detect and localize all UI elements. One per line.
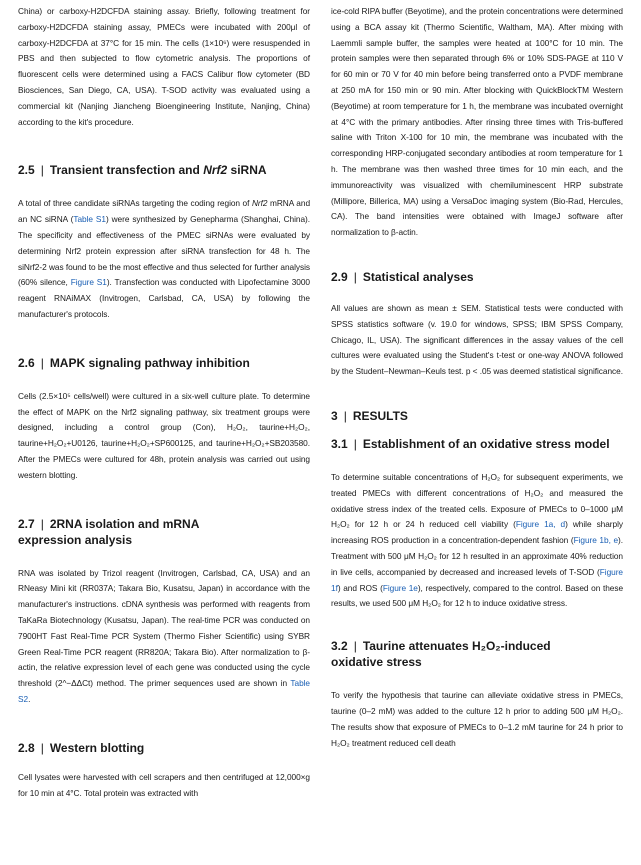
paragraph-protein-extraction: ice-cold RIPA buffer (Beyotime), and the protein concentrations were determined using a BCA assay kit (Thermo Scientific, Waltham, MA). After mixing with Laemmli sample buffer, the samples were heated at 100°C for 10 min. The protein samples were then separated through 6% or 10% SDS-PAGE at 110 V for 60 min or 70 V for 40 min before being transferred onto a PVDF membrane at 250 mA for 150 min or 90 min. After blocking with QuickBlockTM Western (Beyotime) at room temperature for 1 h, the membrane was incubated overnight at 4°C with the primary antibodies. After rinsing three times with Tris-buffered saline with Triton X-100 for 10 min, the membrane was incubated with the corresponding HRP-conjugated secondary antibodies at room temperature for 1 h. The membrane was then washed three times for 10 min each, and the immunoreactivity was visualized with chemiluminescent HRP substrate (Millipore, Billerica, MA) using a VersaDoc imaging system (Bio-Rad, Hercules, CA). The band intensities were obtained with ImageJ software after normalization to β-actin. (331, 6, 623, 238)
figure-s1-link[interactable]: Figure S1 (70, 277, 107, 288)
paragraph-assay-method: China) or carboxy-H2DCFDA staining assay. Briefly, following treatment for carboxy-H2DCFDA staining assay, PMECs were incubated with 200μl of carboxy-H2DCFDA at 37°C for 15 min. The cells (1×10⁶) were resuspended in PBS and then subjected to flow cytometric analysis. The proportions of fluorescent cells were determined using a FACS Calibur flow cytometer (BD Biosciences, San Diego, CA, USA). T-SOD activity was evaluated using a commercial kit (Nanjing Jiancheng Bioengineering Institute, Nanjing, China) according to the kit's procedure. (18, 6, 310, 127)
section-heading-3-2: 3.2 | Taurine attenuates H₂O₂-induced oxidative stress (331, 639, 551, 670)
figure-1b-e-link[interactable]: Figure 1b, e (573, 535, 619, 546)
figure-1f-link[interactable]: Figure 1f (331, 566, 623, 593)
figure-1e-link[interactable]: Figure 1e (382, 582, 418, 593)
section-heading-2-6: 2.6 | MAPK signaling pathway inhibition (18, 355, 250, 370)
paragraph-statistics: All values are shown as mean ± SEM. Statistical tests were conducted with SPSS statistics software (v. 19.0 for windows, SPSS; IBM SPSS Company, Chicago, IL, USA). The significant differences in the assay values of the cell cultures were evaluated using the Student's t-test or one-way ANOVA followed by the Student–Newman–Keuls test. p < .05 was deemed statistical significance. (331, 302, 623, 377)
section-heading-2-7: 2.7 | 2RNA isolation and mRNA expression analysis (18, 516, 200, 547)
section-heading-3-1: 3.1 | Establishment of an oxidative stress model (331, 436, 610, 451)
paragraph-rna-isolation: RNA was isolated by Trizol reagent (Invitrogen, Carlsbad, CA, USA) and an RNeasy Mini kit (RR037A; Takara Bio, Kusatsu, Japan) in accordance with the manufacturer's instructions. cDNA synthesis was performed with reagents from TaKaRa Biotechnology (Kusatsu, Japan). The real-time PCR was conducted on 7900HT Fast Real-Time PCR System (Thermo Fisher Scientific) using SYBR Green Real-Time PCR reagent (RR820A; Takara Bio). After normalization to β-actin, the relative expression level of each gene was conducted using the cycle threshold (2^−ΔΔCt) method. The primer sequences used are shown in Table S2. (18, 567, 310, 704)
section-heading-2-8: 2.8 | Western blotting (18, 740, 145, 755)
section-heading-3: 3 | RESULTS (331, 408, 408, 423)
paragraph-transfection: A total of three candidate siRNAs targeting the coding region of Nrf2 mRNA and an NC siRNA (Table S1) were synthesized by Genepharma (Shanghai, China). The specificity and effectiveness of the PMEC siRNAs were evaluated by determining Nrf2 protein expression after siRNA transfection for 48 h. The siNrf2-2 was found to be the most effective and thus selected for further analysis (60% silence, Figure S1). Transfection was conducted with Lipofectamine 3000 reagent RNAiMAX (Invitrogen, Carlsbad, CA, USA) by following the manufacturer's protocols. (18, 198, 311, 319)
section-heading-2-5: 2.5 | Transient transfection and Nrf2 siRNA (18, 163, 267, 178)
figure-1a-d-link[interactable]: Figure 1a, d (515, 519, 566, 530)
paragraph-mapk: Cells (2.5×10⁵ cells/well) were cultured in a six-well culture plate. To determine the effect of MAPK on the Nrf2 signaling pathway, six treatment groups were designed, including a control group (Con), H₂O₂, taurine+H₂O₂, taurine+H₂O₂+U0126, taurine+H₂O₂+SP600125, and taurine+H₂O₂+SB203580. After the PMECs were cultured for 48h, protein analysis was carried out using western blotting. (18, 390, 310, 480)
paragraph-western-blotting: Cell lysates were harvested with cell scrapers and then centrifuged at 12,000×g for 10 min at 4°C. Total protein was extracted with (18, 771, 310, 798)
table-s2-link[interactable]: Table S2 (18, 678, 310, 704)
right-column (331, 4, 623, 751)
table-s1-link[interactable]: Table S1 (73, 214, 106, 225)
left-column (18, 4, 310, 801)
paragraph-taurine: To verify the hypothesis that taurine can alleviate oxidative stress in PMECs, taurine (0–2 mM) was added to the culture 12 h prior to adding 500 μM H₂O₂. The results show that exposure of PMECs to 0–1.2 mM taurine for 24 h prior to H₂O₂ treatment reduced cell death (331, 690, 623, 748)
paragraph-oxidative-model: To determine suitable concentrations of H₂O₂ for subsequent experiments, we treated PMECs with different concentrations of H₂O₂ and measured the oxidative stress index of the treated cells. Exposure of PMECs to 0–1000 μM H₂O₂ for 12 h or 24 h reduced cell viability (Figure 1a, d) while sharply increasing ROS production in a concentration-dependent fashion (Figure 1b, e). Treatment with 500 μM H₂O₂ for 12 h resulted in an approximate 40% reduction in live cells, accompanied by decreased and increased levels of T-SOD (Figure 1f) and ROS (Figure 1e), respectively, compared to the control. Based on these results, we used 500 μM H₂O₂ for 12 h to induce oxidative stress. (331, 471, 624, 609)
section-heading-2-9: 2.9 | Statistical analyses (331, 269, 474, 284)
